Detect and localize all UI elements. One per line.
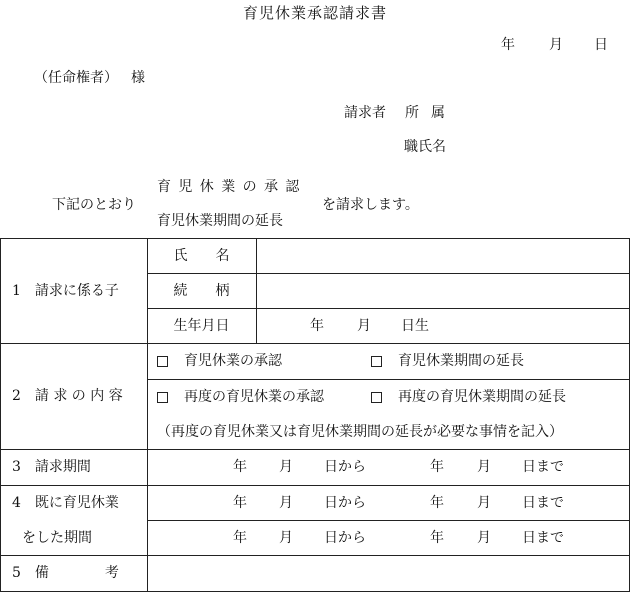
date-year: 年 xyxy=(501,37,515,53)
requester-label: 請求者 xyxy=(344,105,386,121)
prior-period2-to-day: 日まで xyxy=(522,529,564,546)
date-day: 日 xyxy=(594,37,608,53)
checkbox-extension[interactable] xyxy=(371,356,382,367)
section1-heading: 1 請求に係る子 xyxy=(12,282,119,299)
birth-month-unit: 月 xyxy=(357,317,371,334)
prior-period1-from-day: 日から xyxy=(324,494,366,511)
child-birthdate-label: 生年月日 xyxy=(173,317,230,334)
option-reapproval[interactable] xyxy=(157,379,324,415)
period-to-day: 日まで xyxy=(522,459,564,475)
birth-year-unit: 年 xyxy=(310,317,324,334)
period-to-year: 年 xyxy=(430,459,444,475)
section4-heading-line2: をした期間 xyxy=(22,529,92,546)
appointer-honorific: 様 xyxy=(131,70,145,86)
child-relation-field[interactable] xyxy=(257,274,629,308)
prior-period2-from-day: 日から xyxy=(324,529,366,546)
section5-heading: 5 備 考 xyxy=(12,565,119,581)
checkbox-reextension[interactable] xyxy=(371,392,382,403)
option-reextension-label: 再度の育児休業期間の延長 xyxy=(398,389,566,405)
option-reapproval-label: 再度の育児休業の承認 xyxy=(184,389,324,405)
circumstances-note: （再度の育児休業又は育児休業期間の延長が必要な事情を記入） xyxy=(157,424,563,440)
prior-period1-from-year: 年 xyxy=(233,494,247,511)
section2-heading: 2 請 求 の 内 容 xyxy=(12,388,123,404)
intro-suffix: を請求します。 xyxy=(322,197,419,213)
child-name-field[interactable] xyxy=(257,239,629,273)
birth-day-unit: 日生 xyxy=(401,317,429,334)
appointer-label: （任命権者） xyxy=(34,70,118,86)
prior-period2-from-month: 月 xyxy=(279,529,293,546)
intro-prefix: 下記のとおり xyxy=(52,197,136,213)
prior-period1-from-month: 月 xyxy=(279,494,293,511)
table-border-left xyxy=(0,238,1,592)
position-name-label: 職氏名 xyxy=(404,139,446,155)
prior-period2-from-year: 年 xyxy=(233,529,247,546)
option-approval-label: 育児休業の承認 xyxy=(184,353,282,369)
prior-period1-to-day: 日まで xyxy=(522,494,564,511)
prior-period2-to-month: 月 xyxy=(477,529,491,546)
option-extension[interactable] xyxy=(371,343,524,379)
checkbox-approval[interactable] xyxy=(157,356,168,367)
section3-heading: 3 請求期間 xyxy=(12,459,91,475)
section4-heading-line1: 4 既に育児休業 xyxy=(12,494,119,511)
period-from-month: 月 xyxy=(279,459,293,475)
remarks-field[interactable] xyxy=(148,556,629,591)
prior-period2-to-year: 年 xyxy=(430,529,444,546)
request-table xyxy=(0,238,630,592)
intro-option-approval: 育児休業の承認 xyxy=(157,179,307,195)
period-from-year: 年 xyxy=(233,459,247,475)
prior-period1-to-month: 月 xyxy=(477,494,491,511)
option-approval[interactable] xyxy=(157,343,282,379)
checkbox-reapproval[interactable] xyxy=(157,392,168,403)
child-relation-label: 続 柄 xyxy=(173,282,230,299)
intro-option-extension: 育児休業期間の延長 xyxy=(157,213,283,229)
prior-period1-to-year: 年 xyxy=(430,494,444,511)
child-name-label: 氏 名 xyxy=(173,247,230,264)
document-title: 育児休業承認請求書 xyxy=(242,4,387,22)
date-month: 月 xyxy=(549,37,563,53)
option-reextension[interactable] xyxy=(371,379,566,415)
affiliation-label: 所属 xyxy=(405,105,457,121)
period-from-day: 日から xyxy=(324,459,366,475)
option-extension-label: 育児休業期間の延長 xyxy=(398,353,524,369)
period-to-month: 月 xyxy=(477,459,491,475)
